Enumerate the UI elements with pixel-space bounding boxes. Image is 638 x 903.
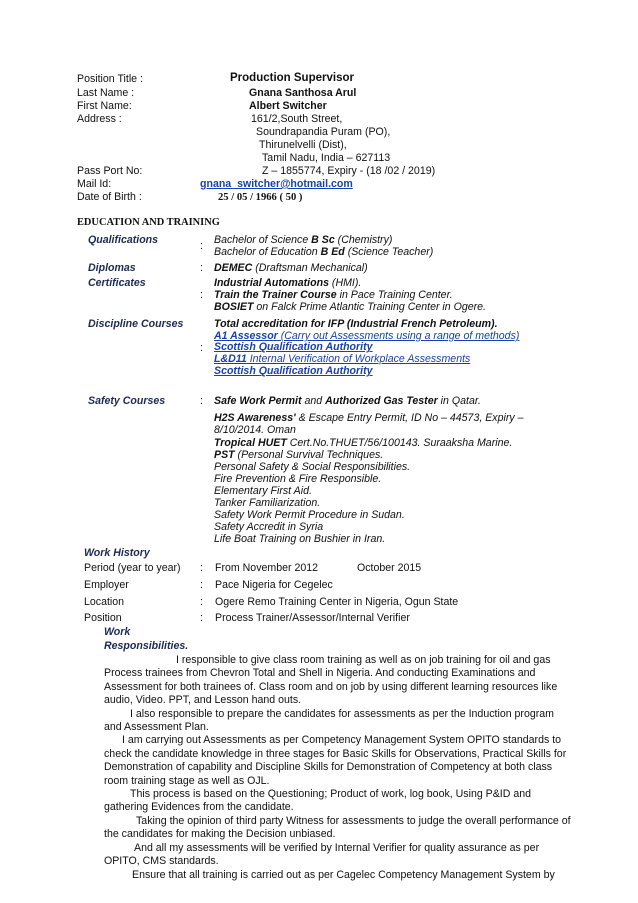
safety-item: Fire Prevention & Fire Responsible. <box>214 473 382 485</box>
paragraph: I am carrying out Assessments as per Competency Management System OPITO standards to check the candidate knowledge in three stages for Basic Skills for Observations, Practical Skills for Demonstration of capability and Discipline Skills for Demonstration of Competency at both class room training stage as well as OJL. <box>104 734 567 787</box>
colon: : <box>200 395 203 407</box>
safety-courses-label: Safety Courses <box>88 395 166 407</box>
paragraph: Ensure that all training is carried out as per Cagelec Competency Management System by <box>132 868 555 881</box>
location-label: Location <box>84 596 125 608</box>
diploma-item: DEMEC (Draftsman Mechanical) <box>214 262 368 274</box>
responsibilities-body <box>104 654 574 882</box>
address-line: 161/2,South Street, <box>251 113 343 125</box>
address-line: Soundrapandia Puram (PO), <box>256 126 391 138</box>
location-value: Ogere Remo Training Center in Nigeria, Ogun State <box>215 596 459 608</box>
discipline-item: L&D11 Internal Verification of Workplace Assessments <box>214 353 471 365</box>
safety-item: Safety Accredit in Syria <box>214 521 324 533</box>
certificate-item: Train the Trainer Course in Pace Training Center. <box>214 289 453 301</box>
last-name-value: Gnana Santhosa Arul <box>249 87 357 99</box>
colon: : <box>200 289 203 301</box>
diplomas-label: Diplomas <box>88 262 136 274</box>
safety-item: Safe Work Permit and Authorized Gas Tester in Qatar. <box>214 395 481 407</box>
discipline-item: Scottish Qualification Authority <box>214 341 373 353</box>
paragraph: I responsible to give class room training as well as on job training for oil and gas Process trainees from Chevron Total and Shell in Nigeria. And conducting Examinations and Assessment for both trainees of. Class room and on job by using different learning resources like audio, Video. PPT, and Lesson hand outs. <box>104 654 558 707</box>
address-line: Thirunelvelli (Dist), <box>259 139 347 151</box>
passport-label: Pass Port No: <box>77 165 143 177</box>
dob-value: 25 / 05 / 1966 ( 50 ) <box>218 192 303 203</box>
safety-item: 8/10/2014. Oman <box>214 424 296 436</box>
address-line: Tamil Nadu, India – 627113 <box>262 152 391 164</box>
qualification-item: Bachelor of Science B Sc (Chemistry) <box>214 234 393 246</box>
safety-item: H2S Awareness' & Escape Entry Permit, ID No – 44573, Expiry – <box>214 412 524 424</box>
colon: : <box>200 562 203 574</box>
safety-item: Tropical HUET Cert.No.THUET/56/100143. Suraaksha Marine. <box>214 437 513 449</box>
position-value: Process Trainer/Assessor/Internal Verifier <box>215 612 410 624</box>
passport-value: Z – 1855774, Expiry - (18 /02 / 2019) <box>262 165 436 177</box>
discipline-item: Scottish Qualification Authority <box>214 365 373 377</box>
employer-label: Employer <box>84 579 129 591</box>
certificate-item: Industrial Automations (HMI). <box>214 277 362 289</box>
paragraph: Taking the opinion of third party Witness for assessments to judge the overall performance of the candidates for making the Decision unbiased. <box>104 814 571 841</box>
safety-item: PST (Personal Survival Techniques. <box>214 449 384 461</box>
first-name-label: First Name: <box>77 100 132 112</box>
education-heading: EDUCATION AND TRAINING <box>77 217 220 228</box>
certificates-label: Certificates <box>88 277 146 289</box>
dob-label: Date of Birth : <box>77 191 142 203</box>
certificate-item: BOSIET on Falck Prime Atlantic Training Center in Ogere. <box>214 301 487 313</box>
safety-item: Elementary First Aid. <box>214 485 312 497</box>
colon: : <box>200 342 203 354</box>
position-title-label: Position Title : <box>77 73 143 85</box>
colon: : <box>200 240 203 252</box>
paragraph: And all my assessments will be verified by Internal Verifier for quality assurance as per OPITO, CMS standards. <box>104 841 540 868</box>
discipline-courses-label: Discipline Courses <box>88 318 184 330</box>
paragraph: I also responsible to prepare the candidates for assessments as per the Induction program and Assessment Plan. <box>104 707 554 734</box>
colon: : <box>200 612 203 624</box>
discipline-item: Total accreditation for IFP (Industrial French Petroleum). <box>214 318 498 330</box>
qualifications-label: Qualifications <box>88 234 159 246</box>
email-link[interactable]: gnana_switcher@hotmail.com <box>200 178 353 190</box>
address-label: Address : <box>77 113 122 125</box>
first-name-value: Albert Switcher <box>249 100 327 112</box>
colon: : <box>200 262 203 274</box>
colon: : <box>200 596 203 608</box>
paragraph: This process is based on the Questioning; Product of work, log book, Using P&ID and gathering Evidences from the candidate. <box>104 788 532 814</box>
safety-item: Life Boat Training on Bushier in Iran. <box>214 533 386 545</box>
last-name-label: Last Name : <box>77 87 135 99</box>
responsibilities-heading: Responsibilities. <box>104 640 189 652</box>
work-history-heading: Work History <box>84 547 150 559</box>
discipline-item: A1 Assessor (Carry out Assessments using a range of methods) <box>214 330 520 342</box>
period-end: October 2015 <box>357 562 422 574</box>
position-title-value: Production Supervisor <box>230 72 354 84</box>
period-value: From November 2012 <box>215 562 319 574</box>
safety-item: Tanker Familiarization. <box>214 497 321 509</box>
qualification-item: Bachelor of Education B Ed (Science Teacher) <box>214 246 434 258</box>
colon: : <box>200 579 203 591</box>
position-label: Position <box>84 612 122 624</box>
responsibilities-heading: Work <box>104 626 131 638</box>
safety-item: Personal Safety & Social Responsibilities. <box>214 461 411 473</box>
safety-item: Safety Work Permit Procedure in Sudan. <box>214 509 405 521</box>
period-label: Period (year to year) <box>84 562 181 574</box>
employer-value: Pace Nigeria for Cegelec <box>215 579 333 591</box>
mail-label: Mail Id: <box>77 178 112 190</box>
